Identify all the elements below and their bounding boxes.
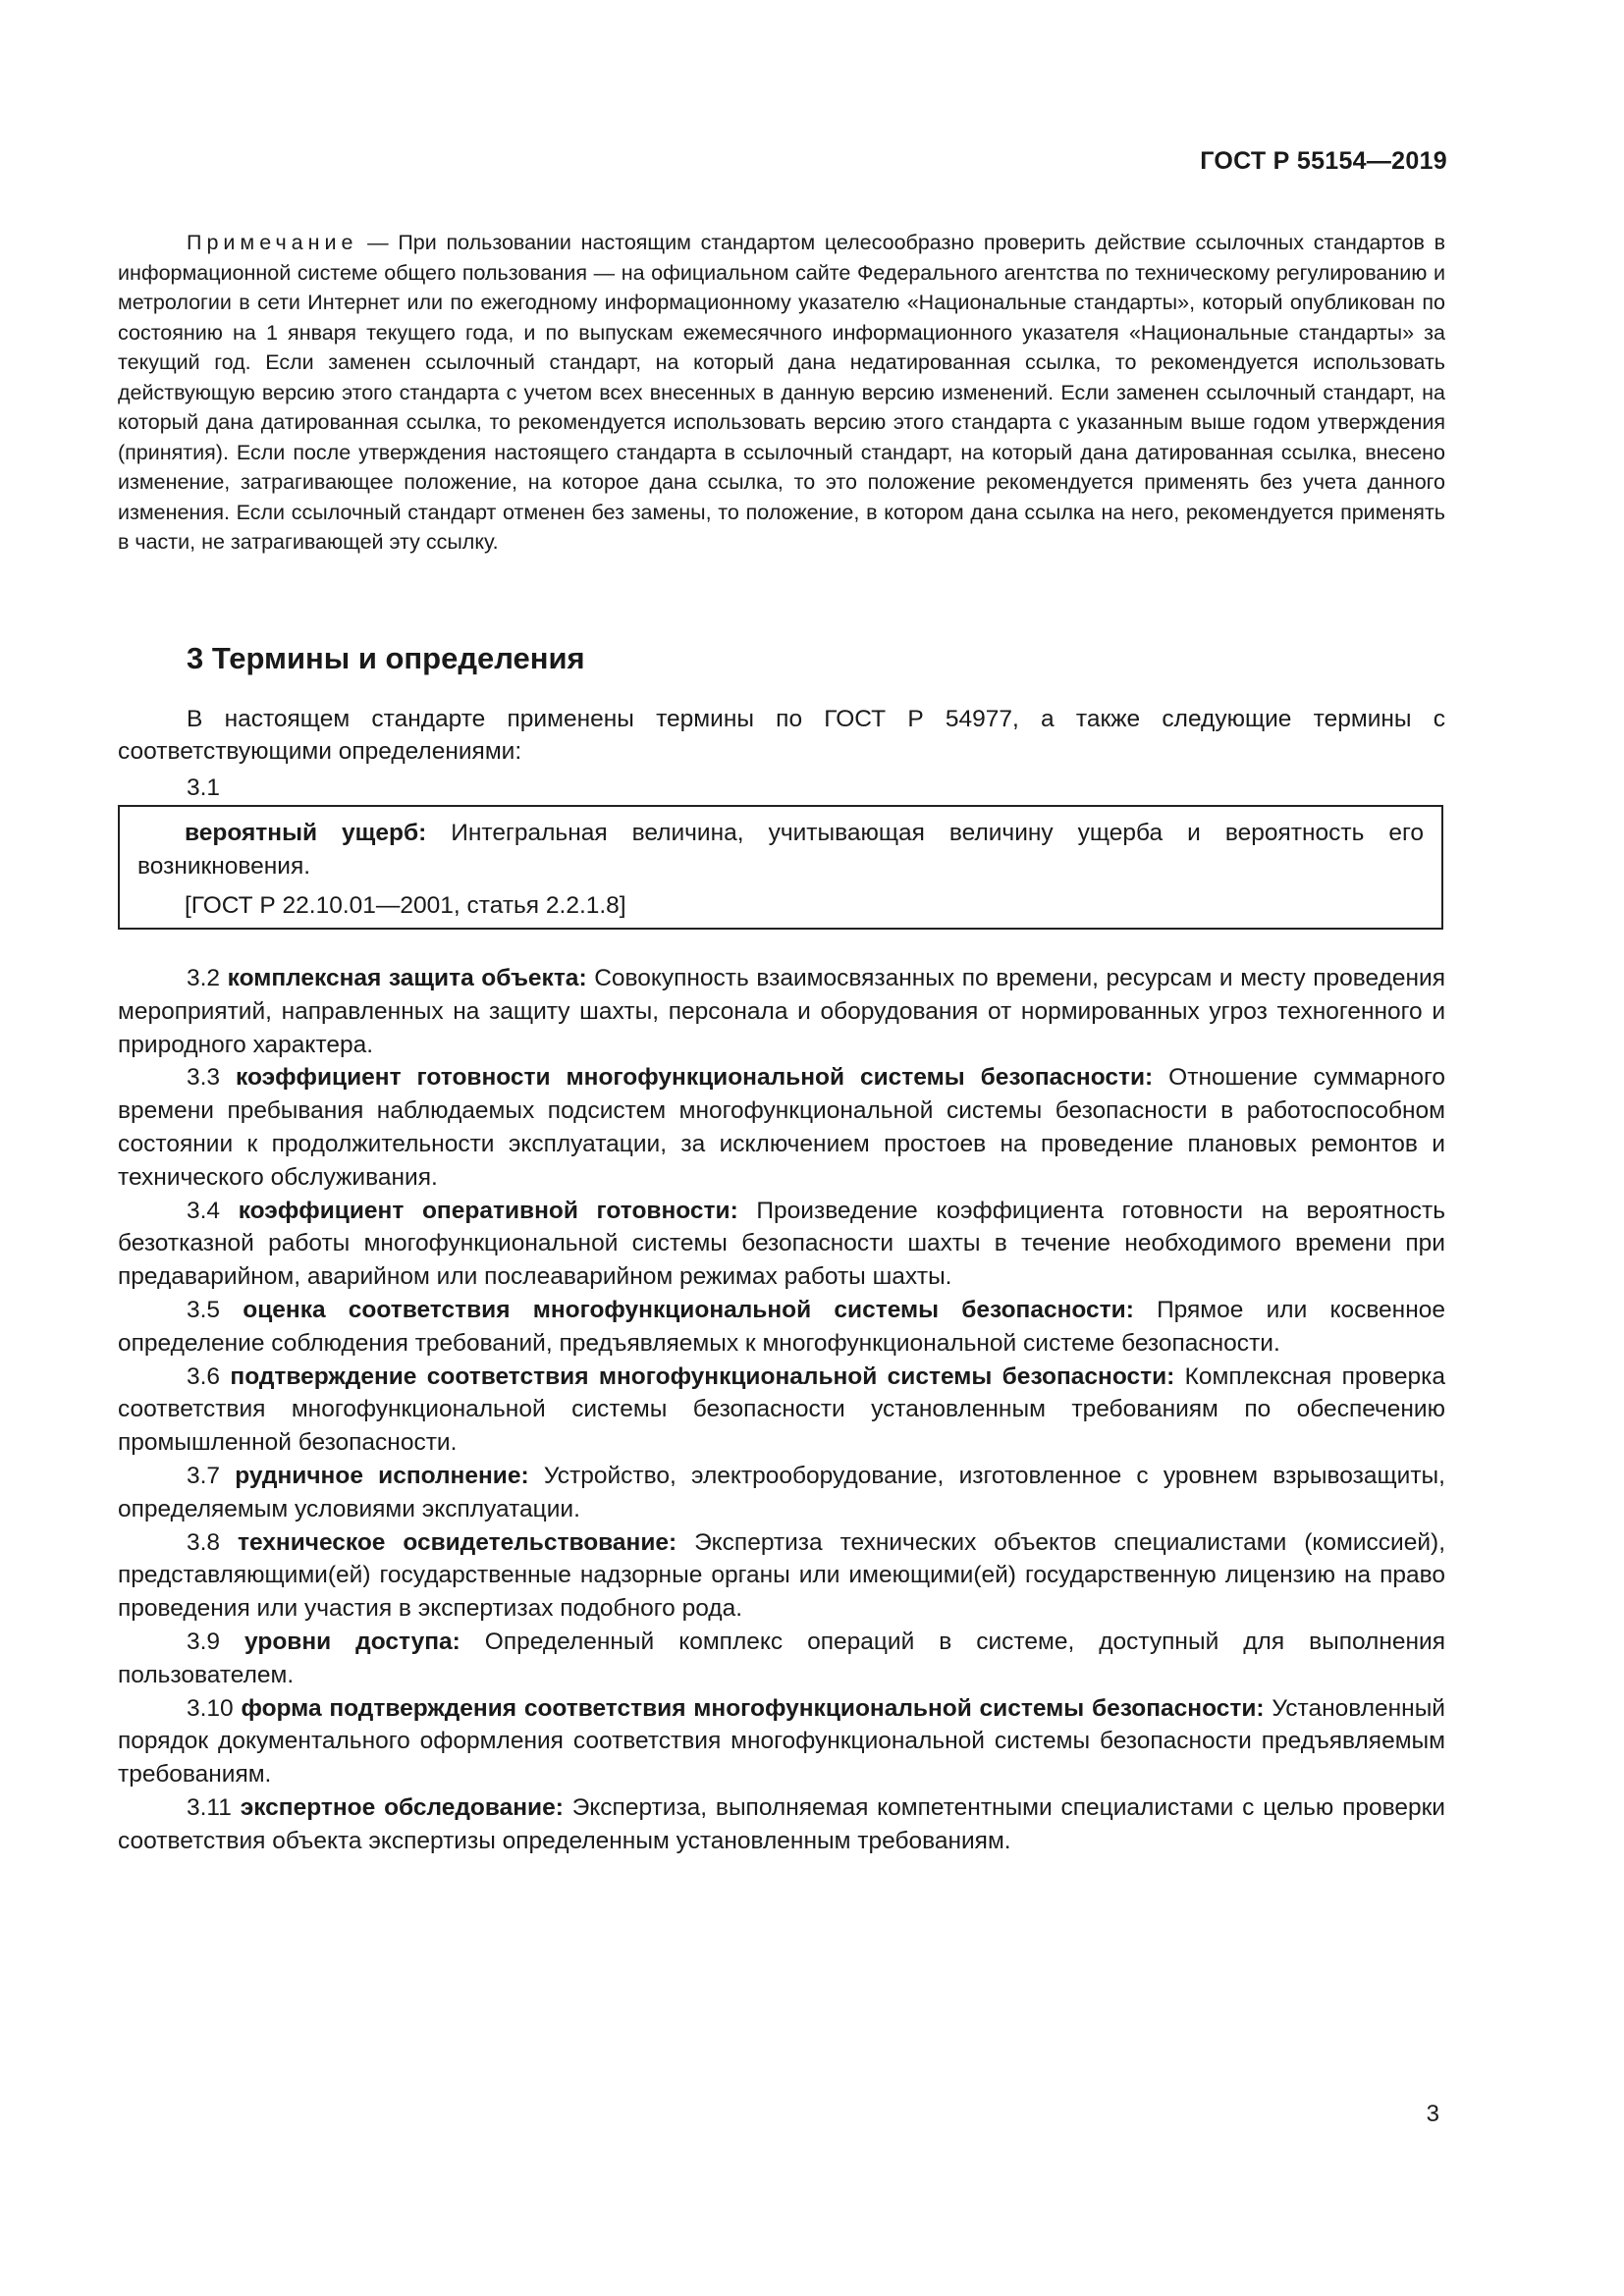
definition-item (118, 1361, 1445, 1460)
definition-term: коэффициент оперативной готовности: (238, 1197, 738, 1224)
boxed-term-text (137, 817, 1424, 883)
definition-item (118, 1526, 1445, 1626)
definitions-list (118, 962, 1445, 1858)
definition-item (118, 1294, 1445, 1361)
definition-item (118, 1626, 1445, 1692)
definition-text: Устройство, электрооборудование, изготовленное с уровнем взрывозащиты, определяемым условиями эксплуатации. (118, 1462, 1445, 1522)
definition-term: оценка соответствия многофункциональной системы безопасности: (243, 1296, 1134, 1323)
boxed-term-source: [ГОСТ Р 22.10.01—2001, статья 2.2.1.8] (185, 892, 626, 919)
definition-text: Определенный комплекс операций в системе, доступный для выполнения пользователем. (118, 1628, 1445, 1688)
note-text: — При пользовании настоящим стандартом целесообразно проверить действие ссылочных стандартов в информационной системе общего пользования — на официальном сайте Федерального агентства по техническому регулированию и метрологии в сети Интернет или по ежегодному информационному указателю «Национальные стандарты», который опубликован по состоянию на 1 января текущего года, и по выпускам ежемесячного информационного указателя «Национальные стандарты» за текущий год. Если заменен ссылочный стандарт, на который дана недатированная ссылка, то рекомендуется использовать действующую версию этого стандарта с учетом всех внесенных в данную версию изменений. Если заменен ссылочный стандарт, на который дана датированная ссылка, то рекомендуется использовать версию этого стандарта с указанным выше годом утверждения (принятия). Если после утверждения настоящего стандарта в ссылочный стандарт, на который дана датированная ссылка, внесено изменение, затрагивающее положение, на которое дана ссылка, то это положение рекомендуется применять без учета данного изменения. Если ссылочный стандарт отменен без замены, то положение, в котором дана ссылка на него, рекомендуется применять в части, не затрагивающей эту ссылку. (118, 231, 1445, 554)
definition-term: техническое освидетельствование: (237, 1528, 677, 1556)
boxed-term-definition: Интегральная величина, учитывающая величину ущерба и вероятность его возникновения. (137, 820, 1424, 880)
definition-item (118, 1195, 1445, 1294)
definition-text: Отношение суммарного времени пребывания наблюдаемых подсистем многофункциональной системы безопасности в работоспособном состоянии к продолжительности эксплуатации, за исключением простоев на проведение плановых ремонтов и технического обслуживания. (118, 1064, 1445, 1191)
definition-text: Прямое или косвенное определение соблюдения требований, предъявляемых к многофункциональной системе безопасности. (118, 1296, 1445, 1357)
definition-number: 3.7 (187, 1462, 236, 1489)
section-title: 3 Термины и определения (187, 641, 585, 675)
definition-item (118, 1692, 1445, 1791)
definition-text: Экспертиза, выполняемая компетентными специалистами с целью проверки соответствия объекта экспертизы определенным установленным требованиям. (118, 1793, 1445, 1854)
definition-text: Экспертиза технических объектов специалистами (комиссией), представляющими(ей) государственные надзорные органы или имеющими(ей) государственную лицензию на право проведения или участия в экспертизах подобного рода. (118, 1528, 1445, 1623)
definition-number: 3.8 (187, 1528, 238, 1556)
definition-text: Установленный порядок документального оформления соответствия многофункциональной системы безопасности предъявляемым требованиям. (118, 1694, 1445, 1789)
document-header: ГОСТ Р 55154—2019 (1200, 147, 1447, 175)
definition-number: 3.5 (187, 1296, 244, 1323)
boxed-term-number: 3.1 (187, 774, 221, 801)
definition-number: 3.4 (187, 1197, 239, 1224)
definition-number: 3.3 (187, 1064, 236, 1092)
boxed-term (118, 805, 1443, 930)
note-paragraph (118, 228, 1445, 558)
definition-term: комплексная защита объекта: (227, 965, 587, 991)
definition-number: 3.2 (187, 965, 228, 991)
definition-term: уровни доступа: (244, 1628, 460, 1655)
boxed-term-name: вероятный ущерб: (185, 820, 427, 846)
definition-text: Совокупность взаимосвязанных по времени, ресурсам и месту проведения мероприятий, направленных на защиту шахты, персонала и оборудования от нормированных угроз техногенного и природного характера. (118, 965, 1445, 1058)
definition-term: форма подтверждения соответствия многофункциональной системы безопасности: (241, 1694, 1265, 1722)
definition-number: 3.10 (187, 1694, 242, 1722)
section-intro: В настоящем стандарте применены термины по ГОСТ Р 54977, а также следующие термины с соответствующими определениями: (118, 706, 1445, 765)
definition-term: подтверждение соответствия многофункциональной системы безопасности: (230, 1362, 1175, 1390)
page-number: 3 (1426, 2101, 1439, 2127)
definition-item (118, 1061, 1445, 1194)
note-label: Примечание (187, 231, 358, 254)
definition-term: экспертное обследование: (240, 1793, 564, 1821)
definition-number: 3.9 (187, 1628, 245, 1655)
definition-item (118, 962, 1445, 1061)
definition-number: 3.11 (187, 1793, 241, 1821)
definition-item (118, 1791, 1445, 1858)
definition-number: 3.6 (187, 1362, 231, 1390)
definition-text: Произведение коэффициента готовности на вероятность безотказной работы многофункциональной системы безопасности шахты в течение необходимого времени при предаварийном, аварийном или послеаварийном режимах работы шахты. (118, 1197, 1445, 1291)
definition-term: рудничное исполнение: (235, 1462, 529, 1489)
definition-item (118, 1460, 1445, 1526)
definition-term: коэффициент готовности многофункциональной системы безопасности: (236, 1064, 1154, 1092)
definition-text: Комплексная проверка соответствия многофункциональной системы безопасности установленным требованиям по обеспечению промышленной безопасности. (118, 1362, 1445, 1457)
